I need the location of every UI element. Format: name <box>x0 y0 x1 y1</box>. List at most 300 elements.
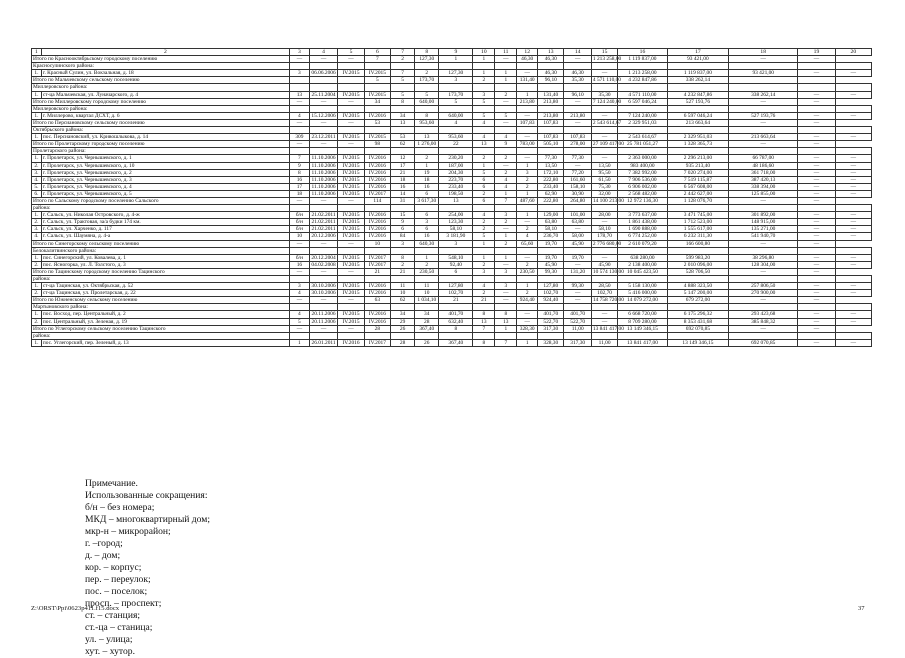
value-cell: 4 <box>517 233 538 240</box>
value-cell: 7 <box>290 155 310 162</box>
empty-cell <box>473 127 495 134</box>
value-cell: 338 262,14 <box>729 91 798 98</box>
note-line: г. –город; <box>85 538 123 549</box>
empty-cell <box>415 63 439 70</box>
value-cell: — <box>729 56 798 63</box>
empty-cell <box>309 148 338 155</box>
value-cell: 4 888 323,50 <box>667 283 728 290</box>
value-cell: IV.2015 <box>338 219 364 226</box>
value-cell: 338 262,14 <box>667 77 728 84</box>
value-cell: — <box>835 311 871 318</box>
total-label: Итого по Углегорскому сельскому поселению Тацинского <box>32 325 290 332</box>
value-cell: 3 <box>415 219 439 226</box>
empty-cell <box>538 332 564 339</box>
empty-cell <box>309 127 338 134</box>
value-cell: 2 543 614,67 <box>618 134 667 141</box>
empty-cell <box>798 276 835 283</box>
table-row <box>32 339 872 346</box>
value-cell: 16 <box>415 183 439 190</box>
address-cell: г. Сальск, ул. Шаумяна, д. 4-а <box>41 233 289 240</box>
value-cell: 34 <box>391 112 415 119</box>
empty-cell <box>495 105 517 112</box>
value-cell: — <box>290 325 310 332</box>
value-cell: — <box>835 162 871 169</box>
empty-cell <box>415 148 439 155</box>
value-cell: 6 <box>391 226 415 233</box>
empty-cell <box>364 148 390 155</box>
value-cell: 23.12.2011 <box>309 134 338 141</box>
empty-cell <box>290 84 310 91</box>
value-cell: 10 574 130,00 <box>592 268 624 275</box>
column-number-header: 1 <box>32 49 42 56</box>
value-cell: — <box>564 98 591 105</box>
value-cell: 6 597 046,24 <box>667 112 728 119</box>
value-cell: 1 <box>495 233 517 240</box>
value-cell: IV.2015 <box>338 290 364 297</box>
value-cell: — <box>591 318 617 325</box>
value-cell: 640,30 <box>415 240 439 247</box>
empty-cell <box>564 105 591 112</box>
value-cell: — <box>290 119 310 126</box>
value-cell: — <box>564 261 591 268</box>
table-row <box>32 226 872 233</box>
value-cell: IV.2016 <box>364 318 390 325</box>
empty-cell <box>618 127 667 134</box>
address-cell: г. Сальск, ул. Трактовая, за/а будки 174 км. <box>41 219 289 226</box>
value-cell: — <box>835 219 871 226</box>
row-number: 1. <box>32 254 42 261</box>
value-cell: 26.01.2011 <box>309 339 338 346</box>
value-cell: 983 400,00 <box>618 162 667 169</box>
value-cell: 32,00 <box>591 190 617 197</box>
empty-cell <box>309 84 338 91</box>
value-cell: 2 <box>473 219 495 226</box>
value-cell: 213,80 <box>538 112 564 119</box>
empty-cell <box>798 304 835 311</box>
row-number: 1. <box>32 283 42 290</box>
value-cell: 21 <box>364 268 390 275</box>
value-cell: 13 841 417,00 <box>592 325 624 332</box>
value-cell: 5 <box>391 77 415 84</box>
empty-cell <box>415 205 439 212</box>
value-cell: 77,30 <box>538 155 564 162</box>
value-cell: 3 773 637,00 <box>618 212 667 219</box>
empty-cell <box>729 205 798 212</box>
value-cell: 6 774 252,00 <box>618 233 667 240</box>
value-cell: 924,40 <box>517 297 538 304</box>
value-cell: 3 <box>473 91 495 98</box>
value-cell: 2 010 096,00 <box>667 261 728 268</box>
row-number: 3. <box>32 226 42 233</box>
table-row <box>32 283 872 290</box>
empty-cell <box>798 84 835 91</box>
section-row <box>32 148 872 155</box>
row-number: 4. <box>32 233 42 240</box>
value-cell: 6 906 002,00 <box>618 183 667 190</box>
empty-cell <box>667 127 728 134</box>
value-cell: IV.2015 <box>338 183 364 190</box>
empty-cell <box>729 247 798 254</box>
value-cell: — <box>798 176 835 183</box>
section-row <box>32 105 872 112</box>
value-cell: — <box>517 112 538 119</box>
value-cell: 401,70 <box>439 311 473 318</box>
value-cell: 1 119 837,00 <box>667 70 728 77</box>
value-cell: — <box>798 283 835 290</box>
empty-cell <box>364 276 390 283</box>
value-cell: — <box>338 240 364 247</box>
table-row <box>32 134 872 141</box>
empty-cell <box>667 304 728 311</box>
total-label: Итого по Мальчевскому сельскому поселению <box>32 77 290 84</box>
empty-cell <box>835 332 871 339</box>
value-cell: 2 442 627,00 <box>667 190 728 197</box>
value-cell: 5 416 000,00 <box>618 290 667 297</box>
value-cell: 65,60 <box>517 240 538 247</box>
value-cell: — <box>729 325 798 332</box>
section-label: района: <box>32 205 290 212</box>
value-cell: 14 <box>391 190 415 197</box>
value-cell: — <box>309 325 338 332</box>
value-cell: 101,00 <box>564 212 591 219</box>
empty-cell <box>309 332 338 339</box>
value-cell: 102,70 <box>439 290 473 297</box>
value-cell: 127,80 <box>538 283 564 290</box>
empty-cell <box>495 205 517 212</box>
empty-cell <box>473 304 495 311</box>
value-cell: — <box>564 226 591 233</box>
value-cell: 13 <box>439 197 473 204</box>
row-number: 3. <box>32 169 42 176</box>
table-row <box>32 169 872 176</box>
value-cell: 522,70 <box>564 318 591 325</box>
table-row <box>32 261 872 268</box>
value-cell: — <box>798 290 835 297</box>
value-cell: 2 543 614,67 <box>592 119 622 126</box>
value-cell: 20.11.2006 <box>309 318 338 325</box>
value-cell: — <box>729 141 798 148</box>
value-cell: — <box>798 56 835 63</box>
section-label: Миллеровского района: <box>32 84 290 91</box>
column-number-header: 13 <box>538 49 564 56</box>
value-cell: 7 <box>391 70 415 77</box>
address-cell: г. Сальск, ул. Николая Островского, д. 4-ж <box>41 212 289 219</box>
empty-cell <box>667 148 728 155</box>
table-row <box>32 212 872 219</box>
value-cell: 5 <box>473 169 495 176</box>
value-cell: 1 <box>473 254 495 261</box>
value-cell: 2 <box>473 261 495 268</box>
page-number: 37 <box>858 605 865 612</box>
value-cell: 21 <box>391 268 415 275</box>
value-cell: — <box>338 268 364 275</box>
value-cell: 387 420,13 <box>729 176 798 183</box>
value-cell: 7 <box>495 197 517 204</box>
value-cell: 107,83 <box>538 119 564 126</box>
note-line: б/н – без номера; <box>85 502 155 513</box>
empty-cell <box>415 304 439 311</box>
value-cell: 7 020 274,00 <box>667 169 728 176</box>
value-cell: 6 <box>473 197 495 204</box>
value-cell: 2 329 951,03 <box>618 119 667 126</box>
empty-cell <box>798 247 835 254</box>
value-cell: — <box>798 197 835 204</box>
total-label: Итого по Тацинскому городскому поселению Тацинского <box>32 268 290 275</box>
value-cell: 7 <box>473 325 495 332</box>
column-number-header: 3 <box>290 49 310 56</box>
column-number-header: 20 <box>835 49 871 56</box>
value-cell: 3 <box>391 240 415 247</box>
value-cell: 46,30 <box>517 56 538 63</box>
value-cell: 66 787,00 <box>729 155 798 162</box>
empty-cell <box>538 63 564 70</box>
empty-cell <box>391 84 415 91</box>
value-cell: 301 892,00 <box>729 212 798 219</box>
empty-cell <box>473 63 495 70</box>
empty-cell <box>364 127 390 134</box>
value-cell: 10 045 423,50 <box>618 268 667 275</box>
empty-cell <box>564 148 591 155</box>
empty-cell <box>495 84 517 91</box>
value-cell: 638 280,00 <box>618 254 667 261</box>
address-cell: г. Пролетарск, ул. Чернышевского, д. 4 <box>41 183 289 190</box>
value-cell: 13 <box>415 134 439 141</box>
empty-cell <box>591 105 617 112</box>
section-row <box>32 304 872 311</box>
section-row <box>32 127 872 134</box>
value-cell: IV.2016 <box>364 176 390 183</box>
value-cell: 367,40 <box>439 339 473 346</box>
empty-cell <box>290 148 310 155</box>
value-cell: 15 <box>391 212 415 219</box>
value-cell: — <box>835 134 871 141</box>
value-cell: 1 <box>473 162 495 169</box>
value-cell: 04.02.2008 <box>309 261 338 268</box>
value-cell: 6 175 296,32 <box>667 311 728 318</box>
table-row <box>32 219 872 226</box>
value-cell: 107,83 <box>517 119 538 126</box>
value-cell: 2 329 951,03 <box>667 134 728 141</box>
value-cell: — <box>338 56 364 63</box>
empty-cell <box>729 63 798 70</box>
value-cell: 19,70 <box>538 240 564 247</box>
value-cell: — <box>495 226 517 233</box>
value-cell: — <box>798 183 835 190</box>
total-label: Итого по Синегорскому сельскому поселению <box>32 240 290 247</box>
value-cell: 6 <box>473 183 495 190</box>
value-cell: 13 <box>391 119 415 126</box>
empty-cell <box>667 332 728 339</box>
table-row <box>32 233 872 240</box>
value-cell: 3 <box>290 70 310 77</box>
value-cell: 2 776 680,00 <box>592 240 622 247</box>
value-cell: 692 070,85 <box>729 339 798 346</box>
value-cell: 3 <box>439 77 473 84</box>
value-cell: 3 <box>473 268 495 275</box>
empty-cell <box>835 148 871 155</box>
empty-cell <box>618 63 667 70</box>
value-cell: 12 <box>391 155 415 162</box>
value-cell: 158,10 <box>564 183 591 190</box>
section-row <box>32 63 872 70</box>
value-cell: 2 568 482,00 <box>618 190 667 197</box>
value-cell: 13 <box>473 141 495 148</box>
value-cell: IV.2015 <box>338 155 364 162</box>
value-cell: 15.12.2006 <box>309 112 338 119</box>
value-cell: 1 861 438,00 <box>618 219 667 226</box>
value-cell: 309 <box>290 134 310 141</box>
value-cell: IV.2016 <box>364 226 390 233</box>
value-cell: 7 906 536,00 <box>618 176 667 183</box>
value-cell: 11 <box>415 283 439 290</box>
total-label: Итого по Южненскому сельскому поселению <box>32 297 290 304</box>
value-cell: 125 855,00 <box>729 190 798 197</box>
empty-cell <box>495 332 517 339</box>
value-cell <box>290 77 310 84</box>
empty-cell <box>338 105 364 112</box>
row-number: 2. <box>32 162 42 169</box>
empty-cell <box>798 127 835 134</box>
value-cell: — <box>517 254 538 261</box>
total-row <box>32 141 872 148</box>
empty-cell <box>667 205 728 212</box>
value-cell: 1 <box>517 91 538 98</box>
value-cell: 35,30 <box>564 77 591 84</box>
empty-cell <box>667 247 728 254</box>
value-cell: 95,50 <box>591 169 617 176</box>
value-cell: — <box>835 339 871 346</box>
value-cell: 7 <box>495 339 517 346</box>
value-cell: IV.2016 <box>364 233 390 240</box>
value-cell: 48 186,60 <box>729 162 798 169</box>
value-cell: 53 <box>364 119 390 126</box>
value-cell: 1 <box>495 77 517 84</box>
table-row <box>32 91 872 98</box>
value-cell: 98 <box>364 141 390 148</box>
value-cell: 5 <box>364 77 390 84</box>
value-cell: 30,90 <box>564 190 591 197</box>
value-cell: 5 <box>415 91 439 98</box>
value-cell: 5 <box>290 318 310 325</box>
empty-cell <box>618 148 667 155</box>
value-cell: IV.2015 <box>338 70 364 77</box>
note-line: ст.-ца – станица; <box>85 622 153 633</box>
value-cell: 264,80 <box>564 197 591 204</box>
empty-cell <box>591 332 617 339</box>
column-number-header: 15 <box>591 49 617 56</box>
empty-cell <box>798 205 835 212</box>
empty-cell <box>391 127 415 134</box>
value-cell: 20.12.2006 <box>309 233 338 240</box>
empty-cell <box>391 148 415 155</box>
total-row <box>32 268 872 275</box>
value-cell: 2 <box>415 261 439 268</box>
row-number: 1. <box>32 112 42 119</box>
empty-cell <box>564 127 591 134</box>
value-cell: 254,00 <box>439 212 473 219</box>
empty-cell <box>309 63 338 70</box>
value-cell: — <box>729 268 798 275</box>
value-cell: 4 571 110,00 <box>618 91 667 98</box>
empty-cell <box>439 127 473 134</box>
empty-cell <box>618 84 667 91</box>
value-cell: 541 940,70 <box>729 233 798 240</box>
total-row <box>32 325 872 332</box>
empty-cell <box>667 105 728 112</box>
value-cell: — <box>495 162 517 169</box>
value-cell: 367,40 <box>415 325 439 332</box>
value-cell: 2 <box>495 91 517 98</box>
value-cell: — <box>290 197 310 204</box>
row-number: 5. <box>32 183 42 190</box>
empty-cell <box>835 105 871 112</box>
value-cell: — <box>835 169 871 176</box>
value-cell: 127,30 <box>415 56 439 63</box>
value-cell: — <box>309 297 338 304</box>
empty-cell <box>309 205 338 212</box>
value-cell: IV.2015 <box>338 212 364 219</box>
value-cell: 317,30 <box>564 339 591 346</box>
value-cell: 20.11.2006 <box>309 311 338 318</box>
value-cell: 21.02.2011 <box>309 212 338 219</box>
value-cell: 11,00 <box>591 339 617 346</box>
address-cell: пос. Ясногорка, ул. Л. Толстого, д. 3 <box>41 261 289 268</box>
value-cell: 1 <box>290 339 310 346</box>
value-cell: 19 <box>415 169 439 176</box>
empty-cell <box>439 148 473 155</box>
empty-cell <box>415 105 439 112</box>
value-cell: — <box>290 98 310 105</box>
value-cell: 77,20 <box>564 169 591 176</box>
abbreviations-note <box>85 478 210 658</box>
value-cell: 127,30 <box>439 70 473 77</box>
value-cell: — <box>798 325 835 332</box>
section-label: Пролетарского района: <box>32 148 290 155</box>
empty-cell <box>364 332 390 339</box>
value-cell: IV.2016 <box>364 219 390 226</box>
empty-cell <box>364 205 390 212</box>
value-cell: 5 <box>391 91 415 98</box>
value-cell: IV.2016 <box>338 339 364 346</box>
address-cell: ст-ца Тацинская, ул. Пролетарская, д. 22 <box>41 290 289 297</box>
empty-cell <box>495 148 517 155</box>
value-cell: — <box>798 219 835 226</box>
value-cell: б/н <box>290 212 310 219</box>
value-cell: 6 <box>415 190 439 197</box>
value-cell: IV.2015 <box>338 261 364 268</box>
value-cell: 4 232 847,86 <box>618 77 667 84</box>
empty-cell <box>364 84 390 91</box>
value-cell: 25 781 051,27 <box>618 141 667 148</box>
value-cell: 114 <box>364 197 390 204</box>
address-cell: пос. Персиановский, ул. Кривошлыкова, д. 14 <box>41 134 289 141</box>
value-cell: 18 <box>415 176 439 183</box>
row-number: 1. <box>32 70 42 77</box>
value-cell: 3 <box>290 283 310 290</box>
value-cell: — <box>835 290 871 297</box>
empty-cell <box>290 205 310 212</box>
value-cell: 1 213 258,00 <box>592 56 622 63</box>
value-cell: 8 353 431,68 <box>667 318 728 325</box>
empty-cell <box>391 63 415 70</box>
value-cell: 62,90 <box>538 190 564 197</box>
value-cell: — <box>798 233 835 240</box>
empty-cell <box>338 276 364 283</box>
value-cell: — <box>729 119 798 126</box>
value-cell: 3 471 745,00 <box>667 212 728 219</box>
value-cell: — <box>798 169 835 176</box>
value-cell: 16 <box>290 176 310 183</box>
